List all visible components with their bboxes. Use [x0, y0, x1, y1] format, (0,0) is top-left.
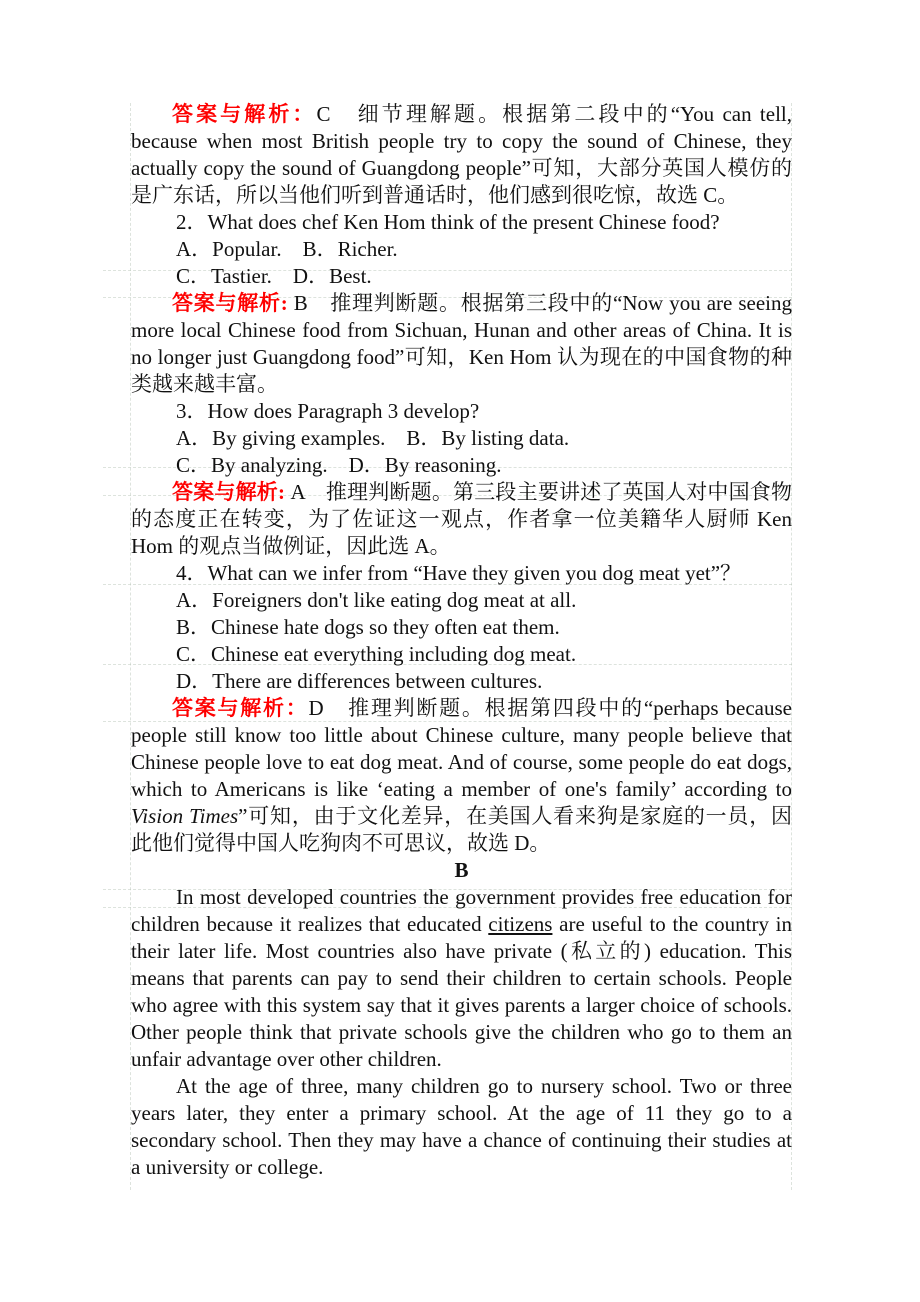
answer-label: 答案与解析: — [172, 480, 291, 504]
question-4-option-b: B．Chinese hate dogs so they often eat them. — [176, 615, 560, 639]
answer-text: D 推理判断题。根据第四段中的“perhaps because people still know too little about Chinese culture, many people believe that Chinese people love to eat dog meat. And of course, some people do eat dogs, which to Americans is like ‘eating a member of one's family’ according to — [131, 696, 792, 801]
paragraph-text: In most developed countries the government provides free education for children because it realizes that educated — [131, 885, 792, 936]
passage-paragraph-1 — [131, 884, 792, 1073]
answer-text: A 推理判断题。第三段主要讲述了英国人对中国食物的态度正在转变，为了佐证这一观点，作者拿一位美籍华人厨师 Ken Hom 的观点当做例证，因此选 A。 — [131, 480, 792, 558]
answer-text: ”可知，由于文化差异，在美国人看来狗是家庭的一员，因此他们觉得中国人吃狗肉不可思议，故选 D。 — [131, 804, 792, 855]
answer-explanation-q3 — [131, 479, 792, 560]
answer-text: B 推理判断题。根据第三段中的“Now you are seeing more local Chinese food from Sichuan, Hunan and other areas of China. It is no longer just Guangdong food”可知，Ken Hom 认为现在的中国食物的种类越来越丰富。 — [131, 291, 792, 396]
paragraph-text: are useful to the country in their later life. Most countries also have private (私立的) education. This means that parents can pay to send their children to certain schools. People who agree with this system say that it gives parents a larger choice of schools. Other people think that private schools give the children who go to them an unfair advantage over other children. — [131, 912, 792, 1071]
document-body — [131, 101, 792, 1181]
question-4-option-d: D．There are differences between cultures. — [176, 669, 543, 693]
question-3-options-ab: A．By giving examples. B．By listing data. — [176, 426, 570, 450]
passage-paragraph-2: At the age of three, many children go to nursery school. Two or three years later, they enter a primary school. At the age of 11 they go to a secondary school. Then they may have a chance of continuing their studies at a university or college. — [131, 1074, 792, 1179]
question-2-options-cd: C．Tastier. D．Best. — [176, 264, 372, 288]
question-3-options-cd: C．By analyzing. D．By reasoning. — [176, 453, 502, 477]
section-header-b: B — [454, 858, 469, 882]
answer-text: C 细节理解题。根据第二段中的“You can tell, because when most British people try to copy the sound of Chinese, they actually copy the sound of Guangdong people”可知，大部分英国人模仿的是广东话，所以当他们听到普通话时，他们感到很吃惊，故选 C。 — [131, 102, 793, 207]
question-2: 2．What does chef Ken Hom think of the present Chinese food? — [176, 210, 720, 234]
underlined-word: citizens — [488, 912, 553, 936]
question-4-option-c: C．Chinese eat everything including dog meat. — [176, 642, 577, 666]
question-4: 4．What can we infer from “Have they given you dog meat yet”？ — [176, 561, 742, 585]
answer-label: 答案与解析： — [172, 102, 317, 126]
question-4-option-a: A．Foreigners don't like eating dog meat at all. — [176, 588, 577, 612]
answer-explanation-q4 — [131, 695, 792, 857]
answer-label: 答案与解析: — [172, 291, 294, 315]
answer-explanation-q1 — [131, 101, 792, 209]
question-2-options-ab: A．Popular. B．Richer. — [176, 237, 398, 261]
answer-explanation-q2 — [131, 290, 792, 398]
question-3: 3．How does Paragraph 3 develop? — [176, 399, 480, 423]
answer-label: 答案与解析： — [172, 696, 309, 720]
italic-source-title: Vision Times — [131, 804, 239, 828]
